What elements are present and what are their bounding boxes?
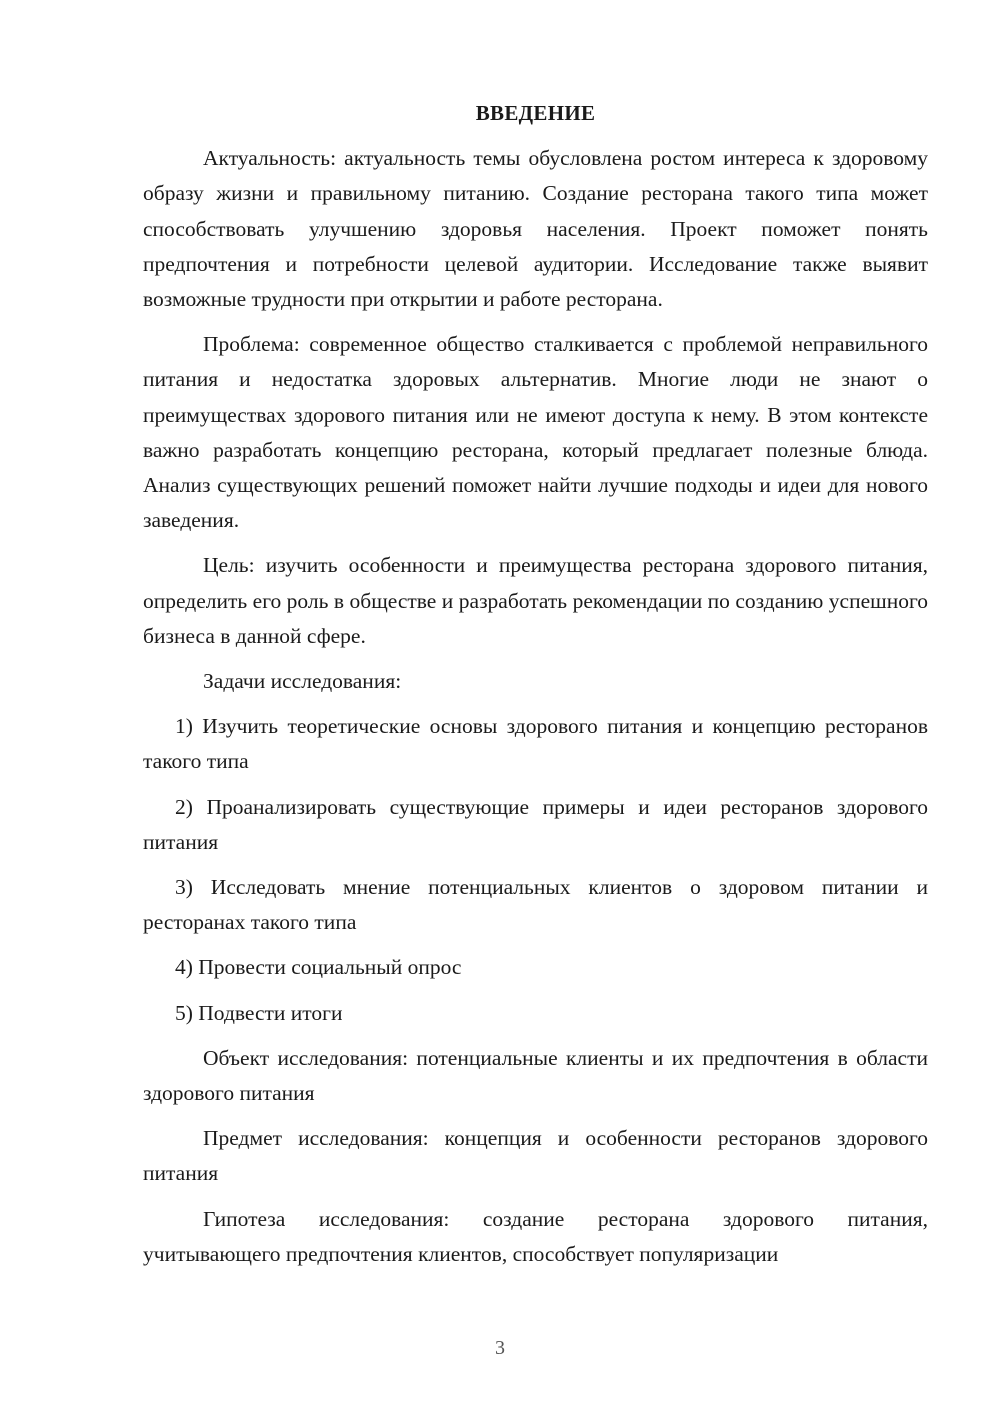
page-number: 3 (495, 1337, 505, 1359)
paragraph-relevance: Актуальность: актуальность темы обусловлена ростом интереса к здоровому образу жизни и правильному питанию. Создание ресторана такого типа может способствовать улучшению здоровья населения. Проект поможет понять предпочтения и потребности целевой аудитории. Исследование также выявит возможные трудности при открытии и работе ресторана. (143, 146, 928, 312)
list-item-task-2: 2) Проанализировать существующие примеры и идеи ресторанов здорового питания (143, 794, 928, 854)
list-item-task-3: 3) Исследовать мнение потенциальных клиентов о здоровом питании и ресторанах такого типа (143, 875, 928, 935)
paragraph-subject: Предмет исследования: концепция и особенности ресторанов здорового питания (143, 1126, 928, 1186)
list-item-task-5: 5) Подвести итоги (175, 1000, 343, 1025)
paragraph-hypothesis: Гипотеза исследования: создание ресторана здорового питания, учитывающего предпочтения клиентов, способствует популяризации (143, 1206, 928, 1266)
page-title: ВВЕДЕНИЕ (475, 101, 596, 125)
tasks-heading: Задачи исследования: (203, 669, 402, 694)
list-item-task-1: 1) Изучить теоретические основы здорового питания и концепцию ресторанов такого типа (143, 714, 928, 774)
document-page (143, 96, 928, 1282)
list-item-task-4: 4) Провести социальный опрос (175, 955, 462, 980)
paragraph-object: Объект исследования: потенциальные клиенты и их предпочтения в области здорового питания (143, 1045, 928, 1106)
paragraph-problem: Проблема: современное общество сталкивается с проблемой неправильного питания и недостатка здоровых альтернатив. Многие люди не знают о преимуществах здорового питания или не имеют доступа к нему. В этом контексте важно разработать концепцию ресторана, который предлагает полезные блюда. Анализ существующих решений поможет найти лучшие подходы и идеи для нового заведения. (143, 332, 928, 533)
paragraph-goal: Цель: изучить особенности и преимущества ресторана здорового питания, определить его роль в обществе и разработать рекомендации по созданию успешного бизнеса в данной сфере. (143, 553, 928, 648)
